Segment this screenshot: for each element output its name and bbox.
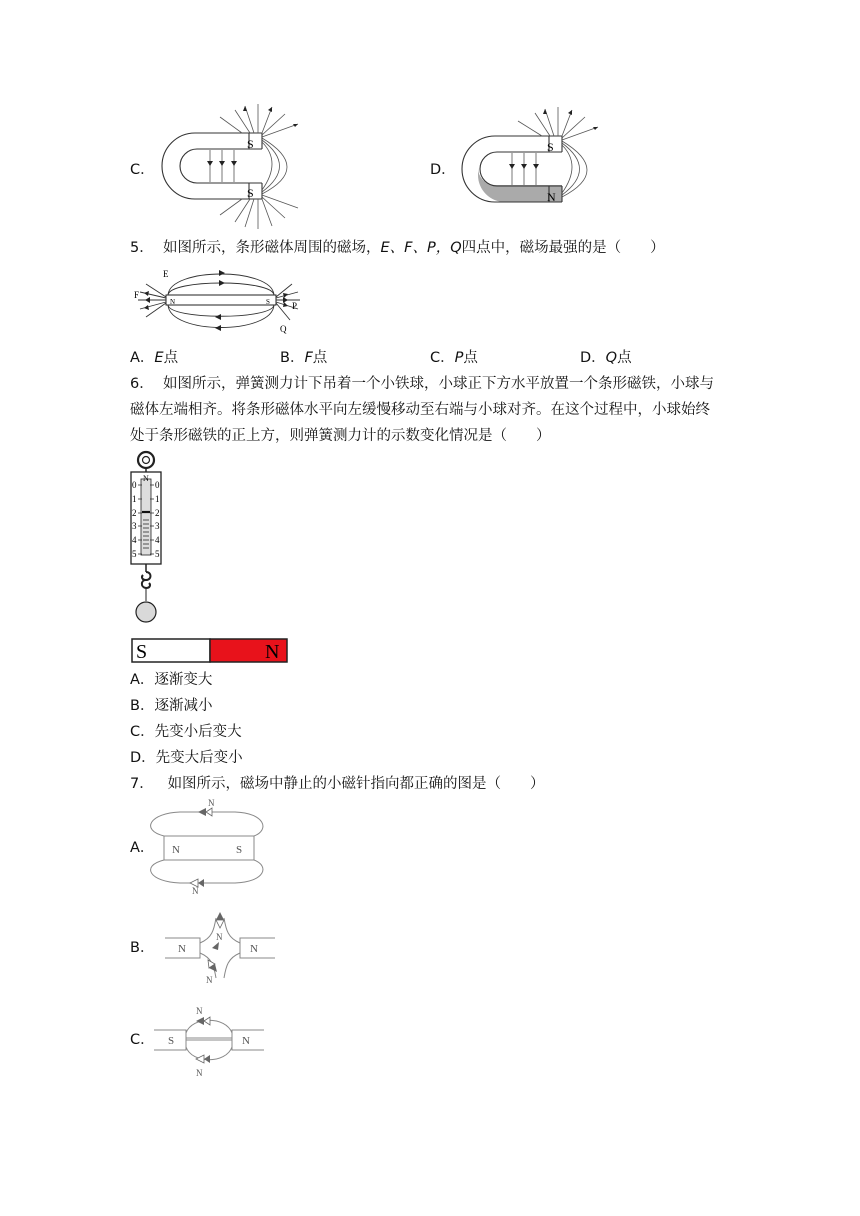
point-e-label: E <box>163 269 169 279</box>
q7-figure-c <box>152 1002 272 1082</box>
q7-stem: 7． 如图所示，磁场中静止的小磁针指向都正确的图是（ ） <box>130 776 545 792</box>
point-p-label: P <box>292 301 298 311</box>
svg-text:3: 3 <box>155 521 160 531</box>
q7-figure-a <box>150 798 265 896</box>
horseshoe-magnet-figure-c <box>150 102 310 232</box>
point-f-label: F <box>134 290 140 300</box>
q4-option-d-label[interactable]: D． <box>430 162 456 178</box>
fig-c-top-pole: S <box>247 137 254 151</box>
point-q-label: Q <box>280 324 287 334</box>
magnet-s-label: S <box>136 641 148 663</box>
q7-option-a-label[interactable]: A． <box>130 840 155 856</box>
svg-text:4: 4 <box>132 535 137 545</box>
q7-figure-b <box>160 908 280 990</box>
magnet-n-label: N <box>265 641 280 663</box>
svg-text:0: 0 <box>155 480 160 490</box>
svg-text:5: 5 <box>155 549 160 559</box>
svg-text:N: N <box>206 975 213 985</box>
svg-text:0: 0 <box>132 480 137 490</box>
q5-option-c[interactable]: C．P点 <box>430 350 478 366</box>
svg-text:1: 1 <box>132 494 137 504</box>
svg-text:1: 1 <box>155 494 160 504</box>
svg-text:2: 2 <box>155 508 160 518</box>
svg-text:N: N <box>242 1035 250 1047</box>
horseshoe-magnet-figure-d <box>450 105 610 235</box>
q5-option-d[interactable]: D．Q点 <box>580 350 632 366</box>
q6-stem-line3: 处于条形磁铁的正上方，则弹簧测力计的示数变化情况是（ ） <box>130 428 551 444</box>
q6-option-d[interactable]: D．先变大后变小 <box>130 750 243 766</box>
svg-text:5: 5 <box>132 549 137 559</box>
svg-text:N: N <box>172 844 180 856</box>
q6-option-a[interactable]: A．逐渐变大 <box>130 672 213 688</box>
svg-text:S: S <box>236 844 243 856</box>
svg-text:N: N <box>196 1006 203 1016</box>
q6-stem-line1: 6． 如图所示，弹簧测力计下吊着一个小铁球，小球正下方水平放置一个条形磁铁，小球与 <box>130 376 714 392</box>
svg-text:N: N <box>216 932 223 942</box>
q6-option-b[interactable]: B．逐渐减小 <box>130 698 213 714</box>
svg-text:S: S <box>168 1035 175 1047</box>
svg-text:N: N <box>178 943 186 955</box>
question-number: 5． <box>130 240 154 256</box>
svg-text:3: 3 <box>132 521 137 531</box>
bar-left-pole: N <box>170 298 176 306</box>
q7-option-b-label[interactable]: B． <box>130 940 155 956</box>
q5-option-b[interactable]: B．F点 <box>280 350 328 366</box>
svg-text:N: N <box>250 943 258 955</box>
fig-d-top-pole: S <box>547 140 554 154</box>
fig-d-bottom-pole: N <box>547 190 556 204</box>
bar-magnet-field-figure <box>130 262 305 340</box>
svg-text:4: 4 <box>155 535 160 545</box>
svg-text:2: 2 <box>132 508 137 518</box>
q7-option-c-label[interactable]: C． <box>130 1032 155 1048</box>
q5-option-a[interactable]: A．E点 <box>130 350 179 366</box>
svg-text:N: N <box>192 886 199 896</box>
bar-magnet-sn <box>131 638 289 664</box>
bar-right-pole: S <box>266 298 270 306</box>
q4-option-c-label[interactable]: C． <box>130 162 155 178</box>
q5-stem: 5． 如图所示，条形磁体周围的磁场，E、F、P，Q四点中，磁场最强的是（ ） <box>130 240 665 256</box>
svg-text:N: N <box>208 798 215 808</box>
q6-stem-line2: 磁体左端相齐。将条形磁体水平向左缓慢移动至右端与小球对齐。在这个过程中，小球始终 <box>130 402 710 418</box>
fig-c-bottom-pole: S <box>247 186 254 200</box>
svg-text:N: N <box>196 1068 203 1078</box>
q6-option-c[interactable]: C．先变小后变大 <box>130 724 242 740</box>
scale-unit: N <box>143 474 149 483</box>
spring-scale-figure <box>126 448 170 628</box>
